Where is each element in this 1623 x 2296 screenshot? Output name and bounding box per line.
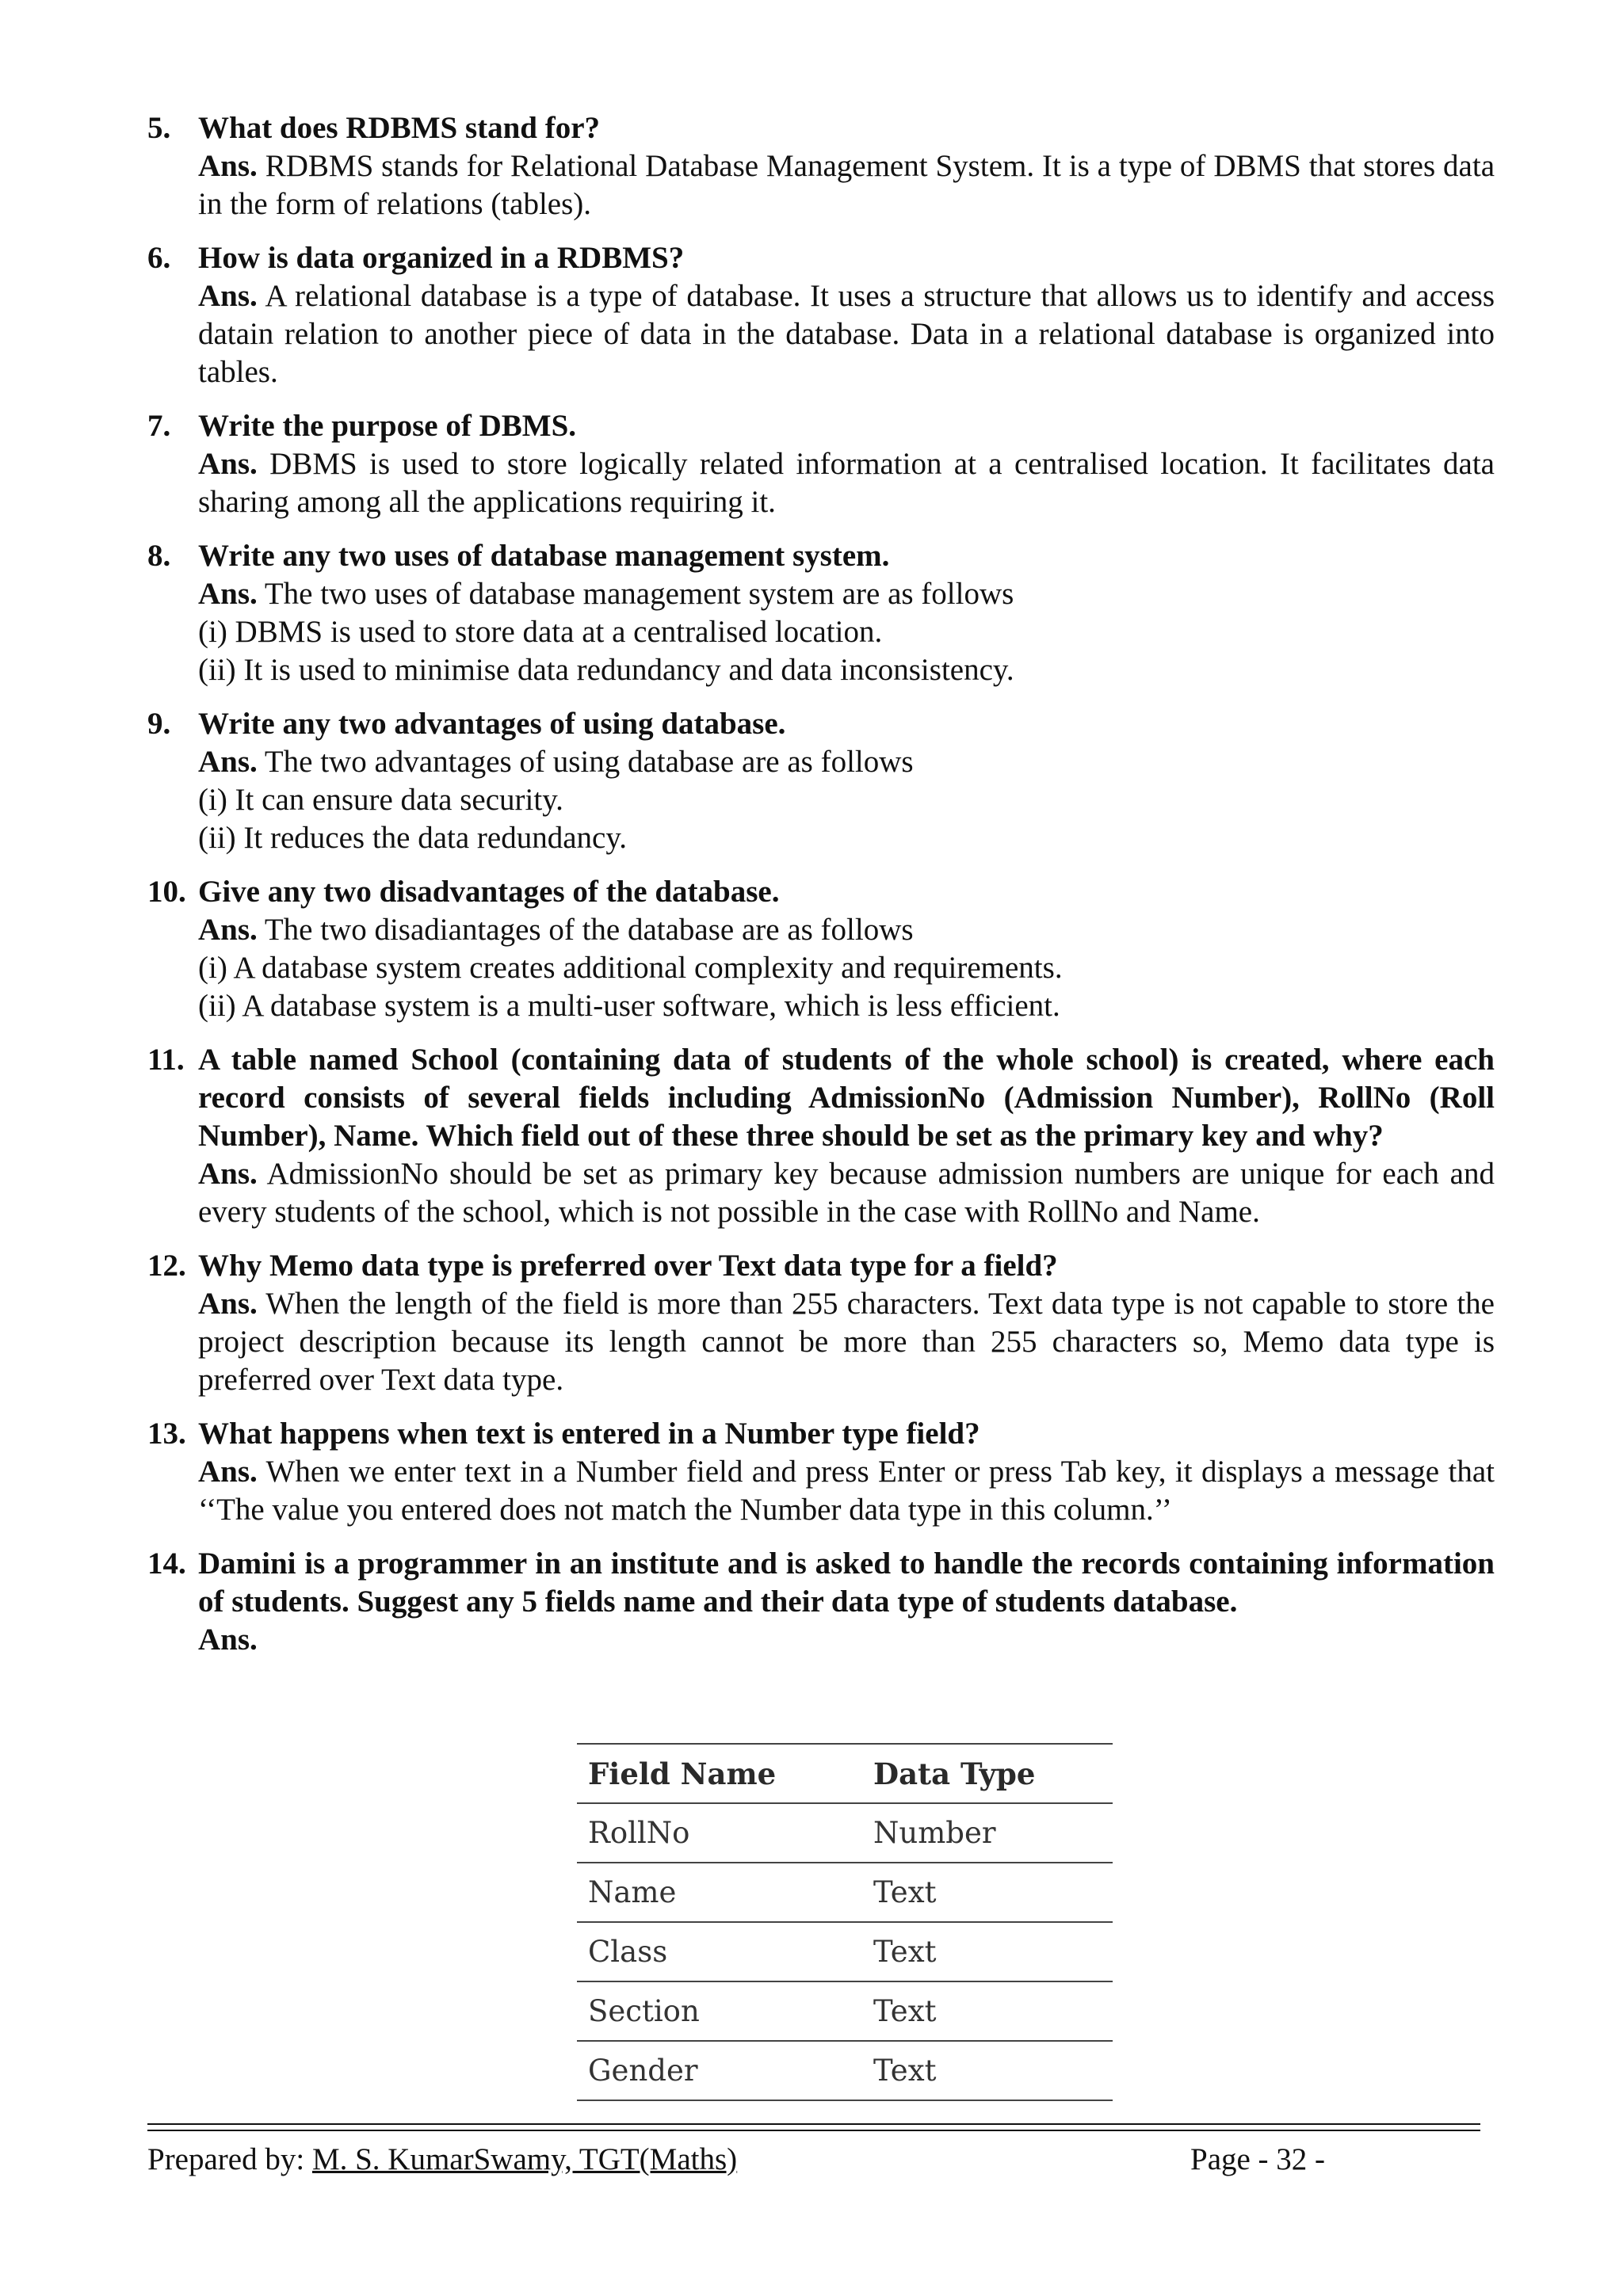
data-type-cell: Text — [862, 1863, 1113, 1922]
answer-line: DBMS is used to store logically related information at a centralised location. It facilitates data sharing among all the applications requiring it. — [198, 447, 1495, 519]
answer-text — [198, 911, 1495, 1025]
header-field-name: Field Name — [577, 1744, 862, 1803]
answer-text — [198, 1621, 1495, 1659]
table-row — [577, 1803, 1113, 1863]
fields-table — [577, 1743, 1113, 2101]
answer-line: (i) A database system creates additional complexity and requirements. — [198, 951, 1063, 985]
question-text: Write the purpose of DBMS. — [198, 409, 577, 443]
table-header-row — [577, 1744, 1113, 1803]
question-text: Give any two disadvantages of the database. — [198, 875, 780, 909]
answer-text — [198, 1155, 1495, 1231]
field-name-cell: Section — [577, 1981, 862, 2041]
qa-item — [147, 537, 1495, 689]
answer-line: (ii) It is used to minimise data redundancy and data inconsistency. — [198, 653, 1014, 687]
answer-label: Ans. — [198, 913, 258, 947]
answer-label: Ans. — [198, 1623, 258, 1657]
question-list — [147, 109, 1495, 1675]
question-number: 6. — [147, 241, 171, 275]
answer-label: Ans. — [198, 1287, 258, 1321]
header-data-type: Data Type — [862, 1744, 1113, 1803]
data-type-cell: Text — [862, 1981, 1113, 2041]
table-row — [577, 1981, 1113, 2041]
data-type-cell: Text — [862, 2041, 1113, 2100]
question-number: 12. — [147, 1249, 186, 1283]
answer-line: (i) It can ensure data security. — [198, 783, 563, 817]
answer-label: Ans. — [198, 1157, 258, 1191]
question-text: How is data organized in a RDBMS? — [198, 241, 685, 275]
qa-item — [147, 407, 1495, 521]
field-name-cell: Class — [577, 1922, 862, 1981]
answer-line: (ii) It reduces the data redundancy. — [198, 821, 628, 855]
question-number: 8. — [147, 539, 171, 573]
qa-item — [147, 873, 1495, 1025]
answer-label: Ans. — [198, 149, 258, 183]
field-name-cell: RollNo — [577, 1803, 862, 1863]
prepared-by-label: Prepared by: — [147, 2142, 305, 2176]
question-text: What does RDBMS stand for? — [198, 111, 601, 145]
field-name-cell: Name — [577, 1863, 862, 1922]
answer-line: The two disadiantages of the database are as follows — [264, 913, 914, 947]
question-text: A table named School (containing data of students of the whole school) is created, where each record consists of several fields including AdmissionNo (Admission Number), RollNo (Roll Number), Name. Which field out of these three should be set as the primary key and why? — [198, 1043, 1495, 1153]
answer-label: Ans. — [198, 577, 258, 611]
author-name: M. S. KumarSwamy, TGT(Maths) — [311, 2142, 738, 2176]
question-number: 9. — [147, 707, 171, 741]
data-type-cell: Number — [862, 1803, 1113, 1863]
question-number: 14. — [147, 1547, 186, 1581]
answer-line: A relational database is a type of database. It uses a structure that allows us to identify and access datain relation to another piece of data in the database. Data in a relational database is organized into tables. — [198, 279, 1495, 389]
qa-item — [147, 1041, 1495, 1231]
qa-item — [147, 705, 1495, 857]
qa-item — [147, 1415, 1495, 1529]
question-number: 13. — [147, 1417, 186, 1451]
question-text: What happens when text is entered in a Number type field? — [198, 1417, 980, 1451]
qa-item — [147, 1545, 1495, 1659]
page-number: Page - 32 - — [1190, 2142, 1326, 2176]
answer-text — [198, 1453, 1495, 1529]
answer-label: Ans. — [198, 745, 258, 779]
answer-text — [198, 445, 1495, 521]
answer-text — [198, 1285, 1495, 1399]
answer-text — [198, 575, 1495, 689]
answer-line: When we enter text in a Number field and press Enter or press Tab key, it displays a message that ‘‘The value you entered does not match the Number data type in this column.’’ — [198, 1455, 1495, 1527]
question-number: 10. — [147, 875, 186, 909]
question-text: Write any two uses of database management system. — [198, 539, 890, 573]
question-number: 5. — [147, 111, 171, 145]
answer-line: The two advantages of using database are as follows — [264, 745, 914, 779]
answer-text — [198, 277, 1495, 391]
question-number: 11. — [147, 1043, 185, 1077]
answer-text — [198, 147, 1495, 223]
page-footer — [147, 2141, 1480, 2179]
answer-label: Ans. — [198, 1455, 258, 1489]
question-number: 7. — [147, 409, 171, 443]
qa-item — [147, 239, 1495, 391]
answer-label: Ans. — [198, 447, 258, 481]
question-text: Why Memo data type is preferred over Text data type for a field? — [198, 1249, 1058, 1283]
question-text: Damini is a programmer in an institute and is asked to handle the records containing information of students. Suggest any 5 fields name and their data type of students database. — [198, 1547, 1495, 1619]
qa-item — [147, 1247, 1495, 1399]
table-row — [577, 2041, 1113, 2100]
qa-item — [147, 109, 1495, 223]
footer-rule-top — [147, 2123, 1480, 2125]
answer-line: When the length of the field is more than 255 characters. Text data type is not capable to store the project description because its length cannot be more than 255 characters so, Memo data type is preferred over Text data type. — [198, 1287, 1495, 1397]
data-type-cell: Text — [862, 1922, 1113, 1981]
answer-text — [198, 743, 1495, 857]
answer-line: (i) DBMS is used to store data at a centralised location. — [198, 615, 883, 649]
field-name-cell: Gender — [577, 2041, 862, 2100]
answer-line: The two uses of database management system are as follows — [264, 577, 1014, 611]
fields-table-container — [577, 1743, 1113, 2101]
footer-rule-bottom — [147, 2130, 1480, 2131]
answer-label: Ans. — [198, 279, 258, 313]
answer-line: (ii) A database system is a multi-user software, which is less efficient. — [198, 989, 1060, 1023]
question-text: Write any two advantages of using database. — [198, 707, 786, 741]
table-row — [577, 1863, 1113, 1922]
answer-line: AdmissionNo should be set as primary key because admission numbers are unique for each and every students of the school, which is not possible in the case with RollNo and Name. — [198, 1157, 1495, 1229]
answer-line: RDBMS stands for Relational Database Management System. It is a type of DBMS that stores data in the form of relations (tables). — [198, 149, 1495, 221]
table-row — [577, 1922, 1113, 1981]
